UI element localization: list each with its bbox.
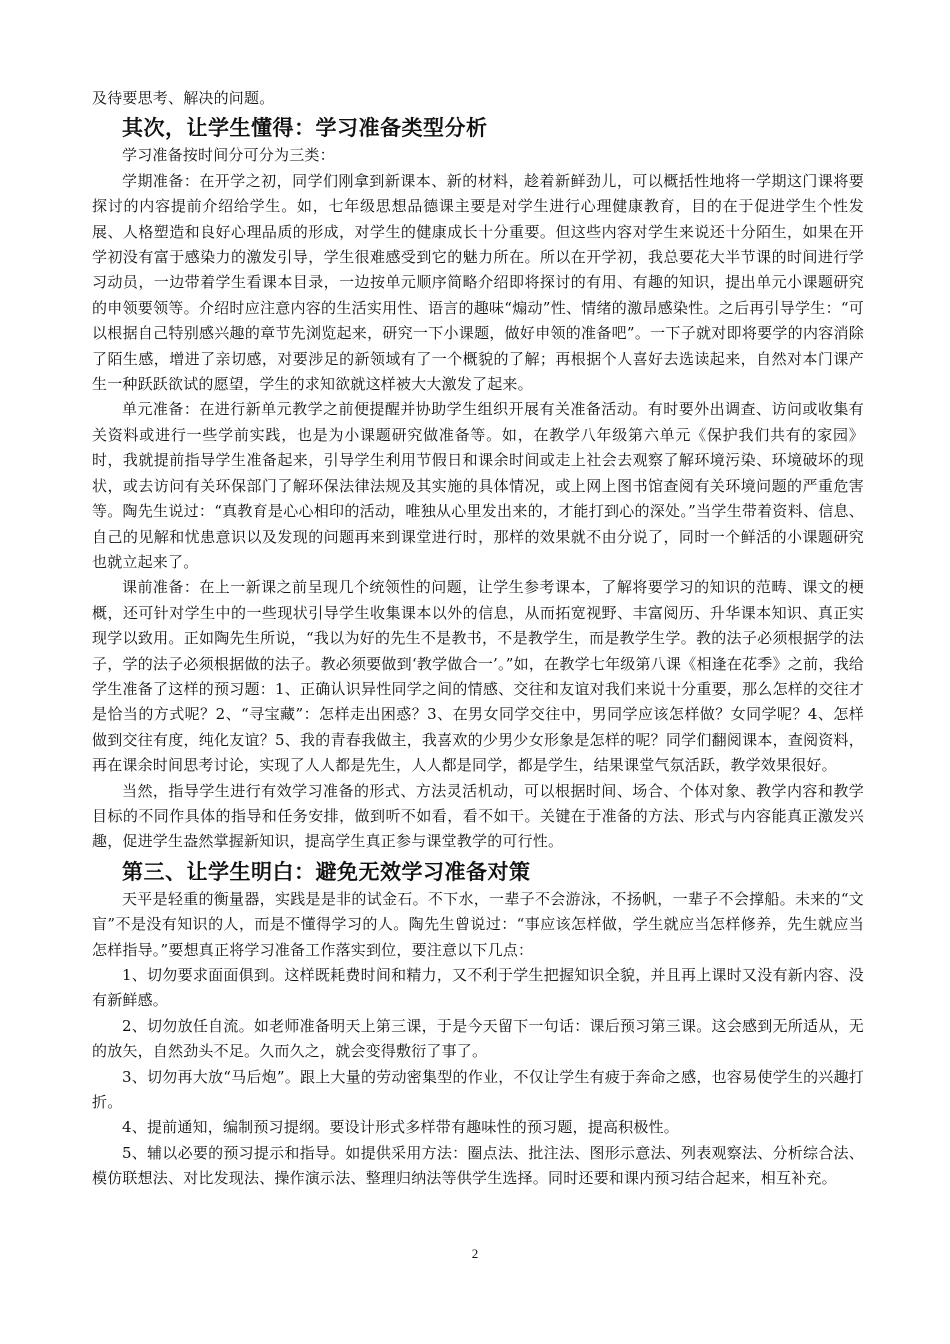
document-body — [92, 86, 864, 1192]
paragraph-lesson-prep: 课前准备：在上一新课之前呈现几个统领性的问题，让学生参考课本，了解将要学习的知识的范畴、课文的梗概，还可针对学生中的一些现状引导学生收集课本以外的信息，从而拓宽视野、丰富阅历、升华课本知识、真正实现学以致用。正如陶先生所说，“我以为好的先生不是教书，不是教学生，而是教学生学。教的法子必须根据学的法子，学的法子必须根据做的法子。教必须要做到‘教学做合一’。”如，在教学七年级第八课《相逢在花季》之前，我给学生准备了这样的预习题：1、正确认识异性同学之间的情感、交往和友谊对我们来说十分重要，那么怎样的交往才是恰当的方式呢？2、“寻宝藏”：怎样走出困惑？3、在男女同学交往中，男同学应该怎样做？女同学呢？4、怎样做到交往有度，纯化友谊？5、我的青春我做主，我喜欢的少男少女形象是怎样的呢？同学们翻阅课本，查阅资料，再在课余时间思考讨论，实现了人人都是先生，人人都是同学，都是学生，结果课堂气氛活跃，教学效果很好。 — [92, 578, 864, 775]
list-item-4: 4、提前通知，编制预习提纲。要设计形式多样带有趣味性的预习题，提高积极性。 — [122, 1118, 679, 1137]
list-item-1: 1、切勿要求面面俱到。这样既耗费时间和精力，又不利于学生把握知识全貌，并且再上课时又没有新内容、没有新鲜感。 — [92, 966, 864, 1010]
section-heading-types: 其次，让学生懂得：学习准备类型分析 — [122, 116, 488, 141]
paragraph-unit-prep: 单元准备：在进行新单元教学之前便提醒并协助学生组织开展有关准备活动。有时要外出调查、访问或收集有关资料或进行一些学前实践，也是为小课题研究做准备等。如，在教学八年级第六单元《保护我们共有的家园》时，我就提前指导学生准备起来，引导学生利用节假日和课余时间或走上社会去观察了解环境污染、环境破坏的现状，或去访问有关环保部门了解环保法律法规及其实施的具体情况，或上网上图书馆查阅有关环境问题的严重危害等。陶先生说过：“真教育是心心相印的活动，唯独从心里发出来的，才能打到心的深处。”当学生带着资料、信息、自己的见解和忧患意识以及发现的问题再来到课堂进行时，那样的效果就不由分说了，同时一个鲜活的小课题研究也就立起来了。 — [92, 400, 864, 571]
paragraph-strategies-intro: 天平是轻重的衡量器，实践是是非的试金石。不下水，一辈子不会游泳，不扬帆，一辈子不会撑船。未来的“文盲”不是没有知识的人，而是不懂得学习的人。陶先生曾说过：“事应该怎样做，学生就应当怎样修养，先生就应当怎样指导。”要想真正将学习准备工作落实到位，要注意以下几点： — [92, 889, 864, 959]
section-heading-strategies: 第三、让学生明白：避免无效学习准备对策 — [122, 859, 531, 884]
list-item-2: 2、切勿放任自流。如老师准备明天上第三课，于是今天留下一句话：课后预习第三课。这会感到无所适从，无的放矢，自然劲头不足。久而久之，就会变得敷衍了事了。 — [92, 1016, 864, 1061]
paragraph-intro-types: 学习准备按时间分可分为三类： — [122, 146, 335, 165]
list-item-5: 5、辅以必要的预习提示和指导。如提供采用方法：圈点法、批注法、图形示意法、列表观察法、分析综合法、模仿联想法、对比发现法、操作演示法、整理归纳法等供学生选择。同时还要和课内预习结合起来，相互补充。 — [92, 1143, 864, 1188]
paragraph-semester-prep: 学期准备：在开学之初，同学们刚拿到新课本、新的材料，趁着新鲜劲儿，可以概括性地将一学期这门课将要探讨的内容提前介绍给学生。如，七年级思想品德课主要是对学生进行心理健康教育，目的在于促进学生个性发展、人格塑造和良好心理品质的形成，对学生的健康成长十分重要。但这些内容对学生来说还十分陌生，如果在开学初没有富于感染力的激发引导，学生很难感受到它的魅力所在。所以在开学初，我总要花大半节课的时间进行学习动员，一边带着学生看课本目录，一边按单元顺序简略介绍即将探讨的有用、有趣的知识，提出单元小课题研究的申领要领等。介绍时应注意内容的生活实用性、语言的趣味“煽动”性、情绪的激昂感染性。之后再引导学生：“可以根据自己特别感兴趣的章节先浏览起来，研究一下小课题，做好申领的准备吧”。一下子就对即将要学的内容消除了陌生感，增进了亲切感，对要涉足的新领域有了一个概貌的了解；再根据个人喜好去选读起来，自然对本门课产生一种跃跃欲试的愿望，学生的求知欲就这样被大大激发了起来。 — [92, 171, 864, 394]
paragraph-continuation: 及待要思考、解决的问题。 — [92, 89, 275, 107]
page-number: 2 — [471, 1246, 479, 1261]
paragraph-summary: 当然，指导学生进行有效学习准备的形式、方法灵活机动，可以根据时间、场合、个体对象、教学内容和教学目标的不同作具体的指导和任务安排，做到听不如看，看不如干。关键在于准备的方法、形式与内容能真正激发兴趣，促进学生盎然掌握新知识，提高学生真正参与课堂教学的可行性。 — [92, 781, 864, 851]
list-item-3: 3、切勿再大放“马后炮”。跟上大量的劳动密集型的作业，不仅让学生有疲于奔命之感，也容易使学生的兴趣打折。 — [92, 1067, 864, 1112]
